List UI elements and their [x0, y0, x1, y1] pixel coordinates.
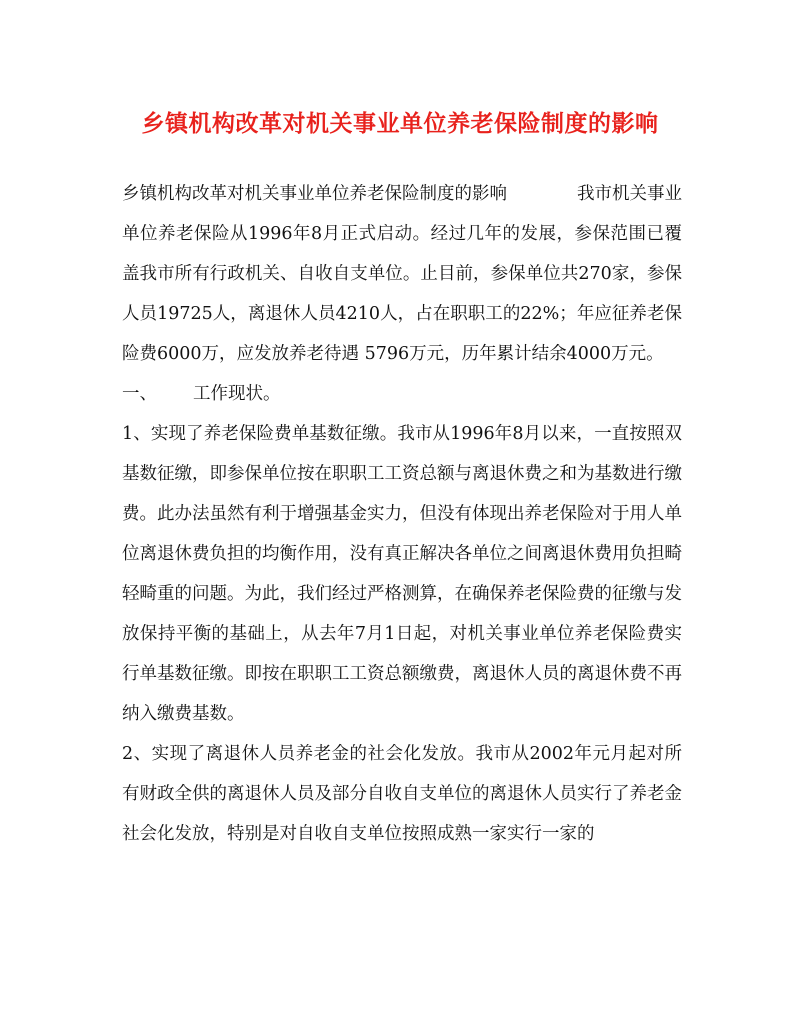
- item-2-paragraph: 2、实现了离退休人员养老金的社会化发放。我市从2002年元月起对所有财政全供的离退休人员及部分自收自支单位的离退休人员实行了养老金社会化发放，特别是对自收自支单位按照成熟一家实行一家的: [122, 744, 682, 844]
- intro-paragraph: [122, 174, 682, 374]
- section-heading: [122, 374, 682, 414]
- document-title: 乡镇机构改革对机关事业单位养老保险制度的影响: [141, 110, 659, 137]
- intro-heading: 乡镇机构改革对机关事业单位养老保险制度的影响: [122, 184, 507, 204]
- document-body: [122, 174, 682, 854]
- item-1-paragraph: 1、实现了养老保险费单基数征缴。我市从1996年8月以来，一直按照双基数征缴，即参保单位按在职职工工资总额与离退休费之和为基数进行缴费。此办法虽然有利于增强基金实力，但没有体现出养老保险对于用人单位离退休费负担的均衡作用，没有真正解决各单位之间离退休费用负担畸轻畸重的问题。为此，我们经过严格测算，在确保养老保险费的征缴与发放保持平衡的基础上，从去年7月1日起，对机关事业单位养老保险费实行单基数征缴。即按在职职工工资总额缴费，离退休人员的离退休费不再纳入缴费基数。: [122, 424, 682, 724]
- intro-body: 我市机关事业单位养老保险从1996年8月正式启动。经过几年的发展，参保范围已覆盖我市所有行政机关、自收自支单位。止目前，参保单位共270家，参保人员19725人，离退休人员4210人，占在职职工的22%；年应征养老保险费6000万，应发放养老待遇 5796万元，历年累计结余4000万元。: [122, 184, 682, 364]
- section-title: 工作现状。: [193, 384, 281, 404]
- section-number: 一、: [122, 384, 157, 404]
